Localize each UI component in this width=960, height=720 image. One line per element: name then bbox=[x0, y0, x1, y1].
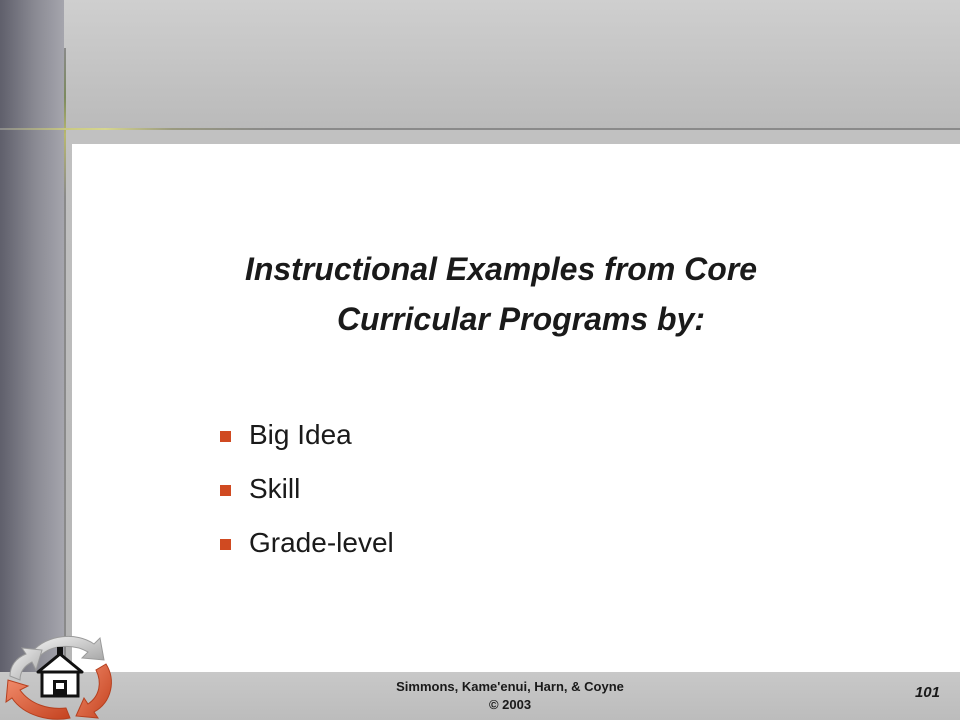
top-band-decoration bbox=[64, 0, 960, 130]
content-panel bbox=[72, 144, 960, 672]
bullet-item bbox=[220, 462, 394, 516]
slide-title-line-2: Curricular Programs by: bbox=[336, 301, 706, 337]
footer-credits bbox=[300, 678, 720, 714]
bullet-square-icon bbox=[220, 431, 231, 442]
bullet-text: Big Idea bbox=[249, 419, 352, 450]
slide-title-line-1: Instructional Examples from Core bbox=[244, 251, 758, 287]
vertical-accent-line bbox=[64, 48, 66, 668]
horizontal-accent-line bbox=[0, 128, 960, 130]
bullet-text: Grade-level bbox=[249, 527, 394, 558]
bullet-text: Skill bbox=[249, 473, 301, 504]
left-band-decoration bbox=[0, 0, 64, 720]
bullet-list bbox=[220, 408, 394, 570]
bullet-item bbox=[220, 408, 394, 462]
bullet-square-icon bbox=[220, 539, 231, 550]
footer-copyright: © 2003 bbox=[488, 697, 532, 712]
footer-authors: Simmons, Kame'enui, Harn, & Coyne bbox=[396, 679, 624, 694]
bullet-square-icon bbox=[220, 485, 231, 496]
slide-title bbox=[72, 244, 960, 344]
schoolhouse-cycle-icon bbox=[2, 630, 120, 720]
bullet-item bbox=[220, 516, 394, 570]
page-number: 101 bbox=[914, 684, 940, 701]
